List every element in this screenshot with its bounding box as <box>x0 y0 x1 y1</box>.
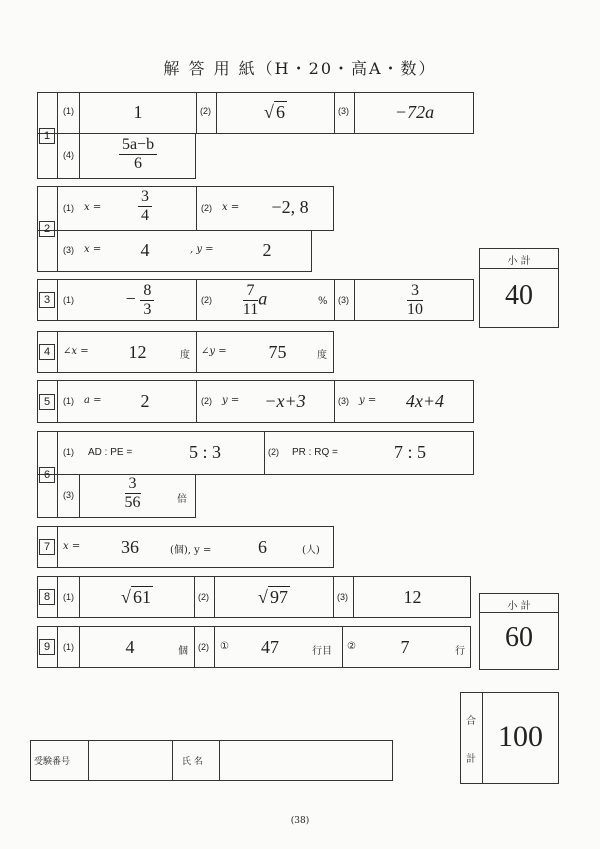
q5-sub1: (1) <box>63 396 74 406</box>
q1-div4 <box>334 92 335 134</box>
exam-number-label: 受験番号 <box>34 757 71 767</box>
q4-number: 4 <box>37 331 58 373</box>
q6-sub3: (3) <box>63 490 74 500</box>
q4-x-label: ∠x = <box>63 346 89 357</box>
q6-sub1: (1) <box>63 447 74 457</box>
q3-answer1: − $\frac{8}{3}$ <box>90 282 190 319</box>
q5-number: 5 <box>37 380 58 423</box>
q3-div1 <box>196 279 197 321</box>
q6-ad-label: AD : PE = <box>88 447 133 458</box>
q2-answer2: −2, 8 <box>271 197 309 217</box>
q3-sub1: (1) <box>63 295 74 305</box>
q9-div1 <box>79 626 80 668</box>
q7-unit2: (人) <box>302 545 320 556</box>
q2-y-label: , y = <box>190 244 214 255</box>
q1-number: 1 <box>37 92 58 179</box>
q5-a-label: a = <box>84 395 102 406</box>
q9-unit1: 個 <box>178 646 188 657</box>
q4-y-label: ∠y = <box>201 346 227 357</box>
q8-div2 <box>194 576 195 618</box>
q7-unit1: (個), y = <box>170 545 212 556</box>
q8-answer3: 12 <box>403 587 422 607</box>
q9-div2 <box>194 626 195 668</box>
q1-answer4: $\frac{5a-b}{6}$ <box>80 136 196 173</box>
q5-sub3: (3) <box>338 396 349 406</box>
q9-answer2: 47 <box>261 637 279 657</box>
q2-sub1: (1) <box>63 203 74 213</box>
info-div2 <box>172 740 173 781</box>
subtotal1-line <box>479 268 559 269</box>
subtotal1-label: 小 計 <box>507 256 531 267</box>
q5-answer2: −x+3 <box>264 391 306 411</box>
q8-number: 8 <box>37 576 58 618</box>
q1-sub3: (3) <box>338 106 349 116</box>
q5-y-label2: y = <box>359 395 377 406</box>
q9-sub1: (1) <box>63 642 74 652</box>
q1-sub2: (2) <box>200 106 211 116</box>
q2-div <box>196 186 197 231</box>
q4-answer1: 12 <box>128 342 147 362</box>
q6-div2 <box>264 431 265 475</box>
q5-div2 <box>334 380 335 423</box>
exam-number-field[interactable] <box>89 741 171 780</box>
total-value: 100 <box>498 720 543 753</box>
q8-sub2: (2) <box>198 592 209 602</box>
q6-answer1: 5 : 3 <box>188 442 221 462</box>
q2-x-label2: x = <box>222 202 240 213</box>
q6-unit: 倍 <box>177 494 187 505</box>
q2-answer3x: 4 <box>140 240 150 260</box>
q7-answer1: 36 <box>121 537 139 557</box>
q3-unit: % <box>318 296 328 307</box>
q9-div4 <box>342 626 343 668</box>
q3-sub3: (3) <box>338 295 349 305</box>
total-label-top: 合 <box>466 716 476 727</box>
q8-div4 <box>333 576 334 618</box>
q7-number: 7 <box>37 526 58 568</box>
q2-sub2: (2) <box>201 203 212 213</box>
q2-x-label1: x = <box>84 202 102 213</box>
q3-answer3: $\frac{3}{10}$ <box>407 282 423 318</box>
q1-div2 <box>196 92 197 134</box>
q8-sub3: (3) <box>337 592 348 602</box>
q6-answer2: 7 : 5 <box>393 442 426 462</box>
q9-div3 <box>214 626 215 668</box>
name-label: 氏 名 <box>182 757 203 767</box>
q7-answer2: 6 <box>258 537 267 557</box>
q9-circle1: ① <box>220 641 229 652</box>
q9-circle2: ② <box>347 641 356 652</box>
page-title: 解 答 用 紙（H・20・高A・数） <box>163 59 437 78</box>
q9-unit3: 行 <box>455 646 465 657</box>
q3-div2 <box>334 279 335 321</box>
q8-answer1: √ 61 <box>121 587 151 607</box>
q6-number: 6 <box>37 431 58 518</box>
q2-sub3: (3) <box>63 245 74 255</box>
subtotal2-line <box>479 612 559 613</box>
total-label-bottom: 計 <box>466 754 476 765</box>
q1-answer1: 1 <box>133 102 143 122</box>
q4-unit1: 度 <box>180 350 190 361</box>
q8-sub1: (1) <box>63 592 74 602</box>
q9-answer3: 7 <box>400 637 410 657</box>
q1-answer2: √ 6 <box>264 102 285 122</box>
q6-sub2: (2) <box>268 447 279 457</box>
q6-answer3: $\frac{3}{56}$ <box>124 475 141 511</box>
q5-y-label: y = <box>222 395 240 406</box>
q2-number: 2 <box>37 186 58 272</box>
q5-answer3: 4x+4 <box>405 391 445 411</box>
q5-sub2: (2) <box>201 396 212 406</box>
q3-answer2: $\frac{7}{11}$ a <box>242 282 268 318</box>
q9-unit2: 行目 <box>312 646 332 657</box>
q6-pr-label: PR : RQ = <box>292 447 338 458</box>
q9-answer1: 4 <box>125 637 135 657</box>
q3-sub2: (2) <box>201 295 212 305</box>
q2-x-label3: x = <box>84 244 102 255</box>
q1-sub4: (4) <box>63 150 74 160</box>
q5-answer1: 2 <box>140 391 150 411</box>
q4-answer2: 75 <box>268 342 287 362</box>
subtotal2-value: 60 <box>505 622 533 653</box>
q8-answer2: √ 97 <box>258 587 288 607</box>
page-number: (38) <box>290 816 310 826</box>
q6-div1 <box>79 474 80 518</box>
subtotal1-value: 40 <box>505 280 533 311</box>
q9-sub2: (2) <box>198 642 209 652</box>
q1-sub1: (1) <box>63 106 74 116</box>
name-field[interactable] <box>220 741 392 780</box>
q4-unit2: 度 <box>317 350 327 361</box>
q4-div <box>196 331 197 373</box>
q3-number: 3 <box>37 279 58 321</box>
q7-x-label: x = <box>63 541 81 552</box>
q1-answer3: −72a <box>394 102 435 122</box>
q3-div3 <box>354 279 355 321</box>
q9-number: 9 <box>37 626 58 668</box>
q2-answer1: $\frac{3}{4}$ <box>115 188 175 225</box>
subtotal2-label: 小 計 <box>507 601 531 612</box>
q5-div1 <box>196 380 197 423</box>
q2-answer3y: 2 <box>262 240 272 260</box>
